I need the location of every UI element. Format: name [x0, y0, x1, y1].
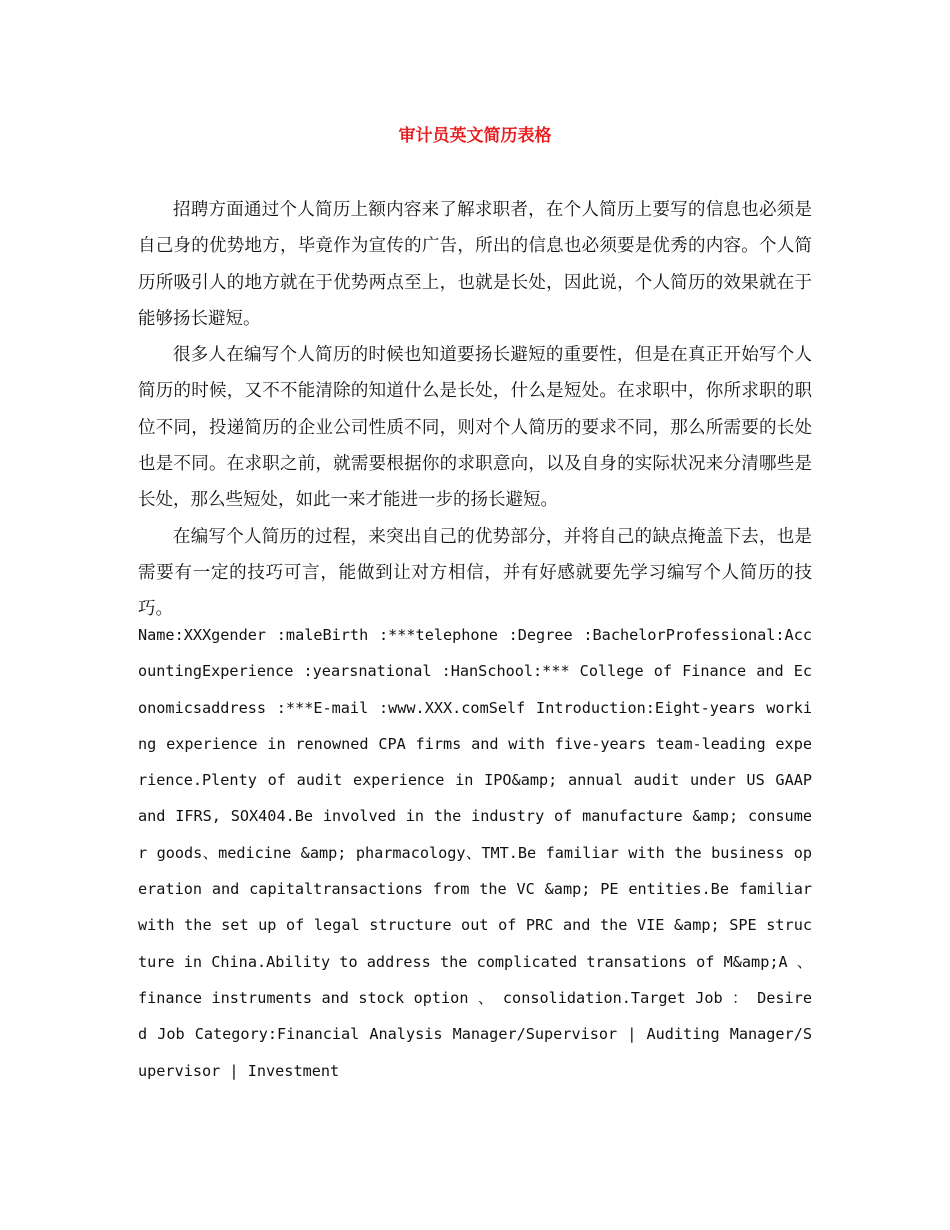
intro-text [138, 192, 812, 628]
paragraph-3: 在编写个人简历的过程，来突出自己的优势部分，并将自己的缺点掩盖下去，也是需要有一定的技巧可言，能做到让对方相信，并有好感就要先学习编写个人简历的技巧。 [138, 526, 812, 620]
resume-text: Name:XXXgender :maleBirth :***telephone :Degree :BachelorProfessional:AccountingExperience :yearsnational :HanSchool:*** College of Finance and Economicsaddress :***E-mail :www.XXX.comSelf Introduction:Eight-years working experience in renowned CPA firms and with five-years team-leading experience.Plenty of audit experience in IPO&amp; annual audit under US GAAP and IFRS, SOX404.Be involved in the industry of manufacture &amp; consumer goods、medicine &amp; pharmacology、TMT.Be familiar with the business operation and capitaltransactions from the VC &amp; PE entities.Be familiar with the set up of legal structure out of PRC and the VIE &amp; SPE structure in China.Ability to address the complicated transations of M&amp;A 、 finance instruments and stock option 、 consolidation.Target Job ： Desired Job Category:Financial Analysis Manager/Supervisor | Auditing Manager/Supervisor | Investment [138, 626, 812, 1080]
paragraph-2: 很多人在编写个人简历的时候也知道要扬长避短的重要性，但是在真正开始写个人简历的时候，又不不能清除的知道什么是长处，什么是短处。在求职中，你所求职的职位不同，投递简历的企业公司性质不同，则对个人简历的要求不同，那么所需要的长处也是不同。在求职之前，就需要根据你的求职意向，以及自身的实际状况来分清哪些是长处，那么些短处，如此一来才能进一步的扬长避短。 [138, 345, 812, 511]
paragraph-1: 招聘方面通过个人简历上额内容来了解求职者，在个人简历上要写的信息也必须是自己身的优势地方，毕竟作为宣传的广告，所出的信息也必须要是优秀的内容。个人简历所吸引人的地方就在于优势两点至上，也就是长处，因此说，个人简历的效果就在于能够扬长避短。 [138, 200, 812, 329]
page-title: 审计员英文简历表格 [398, 126, 552, 146]
